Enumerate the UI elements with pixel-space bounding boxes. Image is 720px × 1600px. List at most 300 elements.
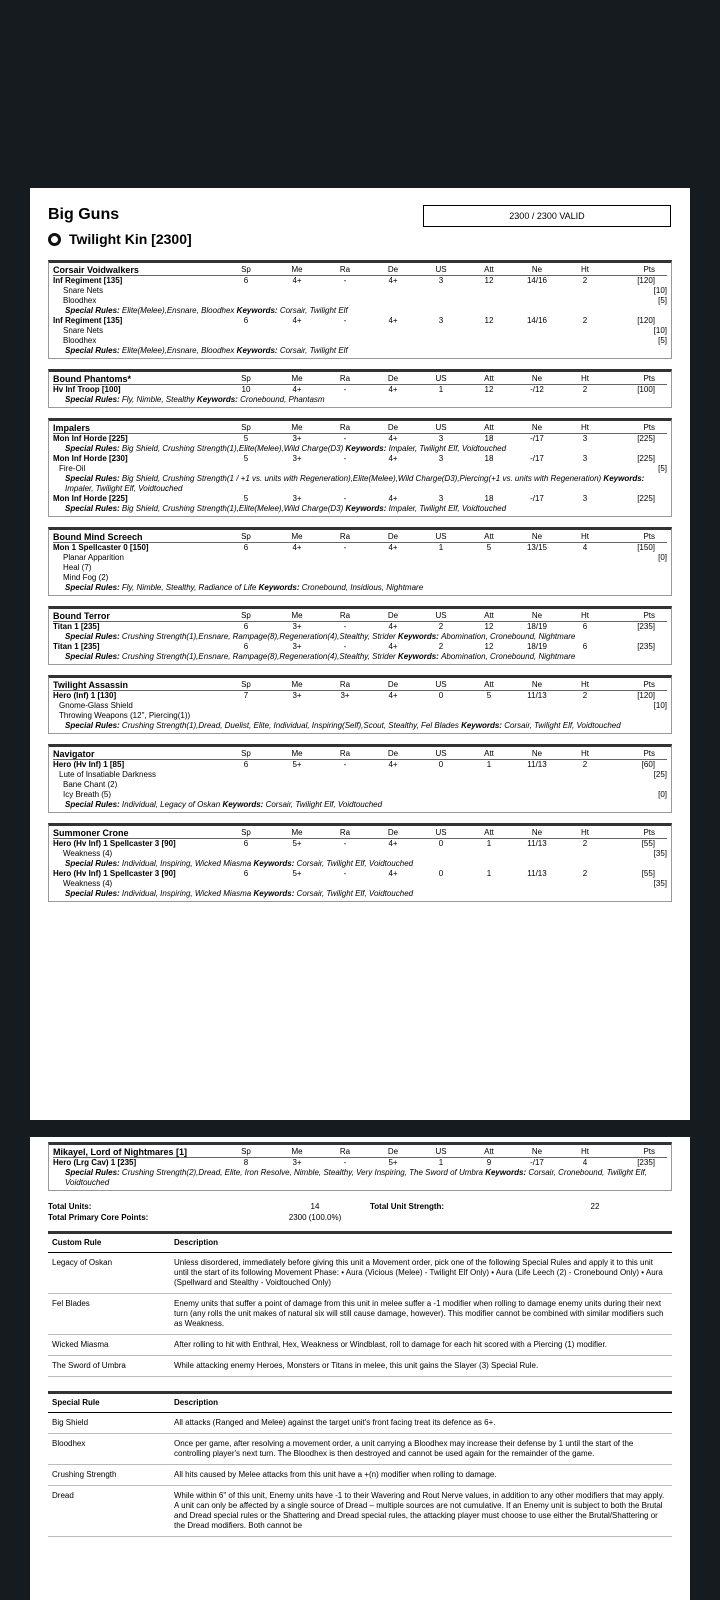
upgrade-row — [53, 464, 667, 474]
special-rules-line — [53, 859, 667, 869]
keywords-text: Corsair, Twilight Elf, Voidtouched — [296, 859, 414, 868]
rule-description: While within 6" of this unit, Enemy units have -1 to their Wavering and Rout Nerve values, in addition to any other modifiers that may apply. A unit can only be affected by a single source of Dread – multiple sources are not cumulative. If an Enemy unit is subject to both the Brutal and Dread special rules or the Shattering and Dread special rules, the attacking player must choose to use either the Brutal/Shattering or the Dread modifiers. Both cannot be — [174, 1491, 665, 1530]
unit-name: Corsair Voidwalkers — [53, 265, 139, 275]
keywords-text: Corsair, Cronebound, Twilight Elf, Voidtouched — [65, 1168, 647, 1187]
special-rules-line — [53, 583, 667, 593]
stat-cell: 5+ — [388, 1158, 398, 1167]
column-header: Att — [484, 680, 494, 689]
column-header: Ht — [581, 532, 589, 541]
column-header: US — [435, 680, 447, 689]
rule-row — [48, 1486, 672, 1537]
special-rules-label: Special Rules: — [65, 474, 120, 483]
special-rules-label: Special Rules: — [65, 632, 120, 641]
stat-cell: - — [343, 839, 347, 848]
unit-list — [30, 1142, 690, 1191]
unit-stat-row — [53, 622, 667, 632]
special-rules-line — [53, 632, 667, 642]
special-rules-label: Special Rules: — [65, 395, 120, 404]
stat-cell: 10 — [241, 385, 251, 394]
unit-type: Hero (Lrg Cav) 1 [235] — [53, 1158, 137, 1167]
keywords-text: Corsair, Twilight Elf, Voidtouched — [265, 800, 383, 809]
unit-block — [48, 369, 672, 408]
stat-cell: 14/16 — [526, 316, 548, 325]
upgrade-row — [53, 849, 667, 859]
special-rules-text: Crushing Strength(1),Ensnare, Rampage(8),Regeneration(4),Stealthy, Strider — [121, 652, 396, 661]
rule-name: Dread — [52, 1491, 74, 1500]
column-header: De — [387, 1147, 399, 1156]
unit-stat-row — [53, 276, 667, 286]
stat-cell: - — [343, 494, 347, 503]
stat-cell: 3+ — [292, 494, 302, 503]
special-rules-text: Individual, Legacy of Oskan — [121, 800, 221, 809]
column-header: Att — [484, 749, 494, 758]
totals-summary — [48, 1201, 672, 1223]
column-header: Me — [291, 1147, 303, 1156]
upgrade-name: Weakness (4) — [63, 879, 113, 888]
column-header: Pts — [643, 423, 655, 432]
rule-row — [48, 1356, 672, 1377]
unit-type: Titan 1 [235] — [53, 642, 100, 651]
stat-cell: 3+ — [292, 622, 302, 631]
points-value: [150] — [637, 543, 655, 552]
special-rules-text: Crushing Strength(2),Dread, Elite, Iron Resolve, Nimble, Stealthy, Very Inspiring, The Sword of Umbra — [121, 1168, 483, 1177]
stat-cell: 4 — [582, 1158, 588, 1167]
column-header: Ra — [339, 423, 351, 432]
points-value: [235] — [637, 622, 655, 631]
column-header: US — [435, 749, 447, 758]
upgrade-name: Weakness (4) — [63, 849, 113, 858]
stat-cell: 3+ — [292, 1158, 302, 1167]
unit-type: Inf Regiment [135] — [53, 276, 123, 285]
column-header: Att — [484, 265, 494, 274]
upgrade-name: Throwing Weapons (12", Piercing(1)) — [59, 711, 191, 720]
stat-cell: 4+ — [388, 434, 398, 443]
stat-cell: 4+ — [388, 839, 398, 848]
stat-cell: 6 — [243, 869, 249, 878]
points-value: [55] — [641, 869, 655, 878]
unit-header-row — [53, 532, 667, 543]
column-header: Me — [291, 680, 303, 689]
rule-row — [48, 1413, 672, 1434]
upgrade-points: [0] — [658, 790, 667, 799]
keywords-text: Cronebound, Insidious, Nightmare — [301, 583, 424, 592]
unit-name: Mikayel, Lord of Nightmares [1] — [53, 1147, 188, 1157]
column-header: Pts — [643, 680, 655, 689]
unit-block — [48, 675, 672, 734]
army-line — [48, 231, 192, 247]
stat-cell: 4+ — [292, 385, 302, 394]
stat-cell: 18/19 — [526, 622, 548, 631]
special-rules-label: Special Rules: — [65, 306, 120, 315]
points-value: [120] — [637, 691, 655, 700]
special-rules-text: Fly, Nimble, Stealthy, Radiance of Life — [121, 583, 257, 592]
stat-cell: -/12 — [530, 385, 544, 394]
unit-stat-row — [53, 642, 667, 652]
column-header: US — [435, 828, 447, 837]
stat-cell: - — [343, 642, 347, 651]
stat-cell: 4+ — [388, 316, 398, 325]
upgrade-row — [53, 296, 667, 306]
column-header: Ne — [531, 828, 543, 837]
stat-cell: 6 — [243, 839, 249, 848]
upgrade-row — [53, 336, 667, 346]
stat-cell: - — [343, 434, 347, 443]
stat-cell: 12 — [484, 385, 494, 394]
column-header: Ne — [531, 532, 543, 541]
column-header: Me — [291, 611, 303, 620]
stat-cell: 3+ — [292, 691, 302, 700]
unit-name: Impalers — [53, 423, 91, 433]
special-rules-text: Fly, Nimble, Stealthy — [121, 395, 195, 404]
special-rules-label: Special Rules: — [65, 504, 120, 513]
column-header: Sp — [241, 749, 251, 758]
stat-cell: - — [343, 1158, 347, 1167]
stat-cell: 5 — [243, 494, 249, 503]
column-header: Sp — [241, 374, 251, 383]
rule-name: Bloodhex — [52, 1439, 86, 1448]
stat-cell: 9 — [486, 1158, 492, 1167]
stat-cell: 18 — [484, 434, 494, 443]
keywords-label: Keywords: — [253, 859, 295, 868]
column-header: Att — [484, 611, 494, 620]
special-rules-label: Special Rules: — [65, 444, 120, 453]
stat-cell: - — [343, 760, 347, 769]
column-header: Sp — [241, 828, 251, 837]
stat-cell: 2 — [582, 691, 588, 700]
column-header: Me — [291, 265, 303, 274]
special-rules-line — [53, 721, 667, 731]
stat-cell: 2 — [582, 839, 588, 848]
column-header: De — [387, 423, 399, 432]
rule-name: Big Shield — [52, 1418, 89, 1427]
column-header: De — [387, 374, 399, 383]
rule-description: Unless disordered, immediately before giving this unit a Movement order, pick one of the following Special Rules and apply it to this unit until the start of its following Movement Phase: • Aura (Vicious (Melee) - Twilight Elf Only) • Aura (Life Leech (2) - Cronebound Only) • Aura (Spellward and Stealthy - Voidtouched Only) — [174, 1258, 663, 1287]
stat-cell: 4+ — [292, 316, 302, 325]
upgrade-row — [53, 879, 667, 889]
upgrade-row — [53, 790, 667, 800]
stat-cell: 6 — [243, 316, 249, 325]
stat-cell: 4+ — [292, 543, 302, 552]
stat-cell: 0 — [438, 869, 444, 878]
faction-icon — [48, 233, 61, 246]
stat-cell: 4+ — [388, 494, 398, 503]
stat-cell: 5 — [243, 454, 249, 463]
stat-cell: 11/13 — [527, 839, 547, 848]
validity-box: 2300 / 2300 VALID — [423, 205, 671, 227]
upgrade-row — [53, 711, 667, 721]
stat-cell: 12 — [484, 642, 494, 651]
unit-stat-row — [53, 1158, 667, 1168]
special-rules-label: Special Rules: — [65, 1168, 120, 1177]
stat-cell: 12 — [484, 276, 494, 285]
upgrade-row — [53, 573, 667, 583]
keywords-label: Keywords: — [461, 721, 502, 730]
column-header: Ra — [339, 374, 351, 383]
rule-description: All attacks (Ranged and Melee) against the target unit's front facing treat its defence as 6+. — [174, 1418, 496, 1427]
column-header: Pts — [643, 1147, 655, 1156]
rule-row — [48, 1294, 672, 1335]
keywords-label: Keywords: — [196, 395, 238, 404]
unit-type: Mon Inf Horde [225] — [53, 434, 128, 443]
column-header: Me — [291, 423, 303, 432]
stat-cell: 3 — [438, 434, 444, 443]
special-rules-label: Special Rules: — [65, 346, 120, 355]
stat-cell: 1 — [486, 839, 492, 848]
unit-block — [48, 1142, 672, 1191]
stat-cell: 3 — [438, 316, 444, 325]
unit-name: Summoner Crone — [53, 828, 129, 838]
column-header: De — [387, 828, 399, 837]
column-header: Me — [291, 828, 303, 837]
rule-row — [48, 1465, 672, 1486]
special-rules-line — [53, 306, 667, 316]
stat-cell: 3+ — [292, 434, 302, 443]
unit-stat-row — [53, 434, 667, 444]
unit-type: Mon 1 Spellcaster 0 [150] — [53, 543, 149, 552]
upgrade-name: Planar Apparition — [63, 553, 124, 562]
upgrade-name: Heal (7) — [63, 563, 92, 572]
column-header: Ne — [531, 749, 543, 758]
upgrade-row — [53, 780, 667, 790]
column-header: US — [435, 611, 447, 620]
special-rules-text: Big Shield, Crushing Strength(1),Elite(Melee),Wild Charge(D3) — [121, 444, 344, 453]
stat-cell: 4+ — [292, 276, 302, 285]
unit-header-row — [53, 423, 667, 434]
unit-header-row — [53, 828, 667, 839]
rule-description: After rolling to hit with Enthral, Hex, Weakness or Windblast, roll to damage for each hit scored with a Piercing (1) modifier. — [174, 1340, 607, 1349]
stat-cell: - — [343, 316, 347, 325]
unit-type: Mon Inf Horde [225] — [53, 494, 128, 503]
stat-cell: 8 — [243, 1158, 249, 1167]
special-rules-text: Big Shield, Crushing Strength(1 / +1 vs. units with Regeneration),Elite(Melee),Wild Charge(D3),Piercing(+1 vs. units with Regeneration) — [121, 474, 602, 483]
unit-header-row — [53, 1147, 667, 1158]
total-us-label: Total Unit Strength: — [370, 1202, 445, 1211]
stat-cell: 2 — [438, 622, 444, 631]
column-header: Ht — [581, 749, 589, 758]
stat-cell: 3+ — [340, 691, 350, 700]
column-header: Pts — [643, 374, 655, 383]
rule-name: Fel Blades — [52, 1299, 90, 1308]
stat-cell: 6 — [243, 760, 249, 769]
upgrade-row — [53, 701, 667, 711]
stat-cell: 12 — [484, 316, 494, 325]
column-header: Sp — [241, 532, 251, 541]
special-rules-text: Individual, Inspiring, Wicked Miasma — [121, 889, 252, 898]
special-rules-line — [53, 1168, 667, 1188]
column-header: Ra — [339, 680, 351, 689]
column-header: Pts — [643, 749, 655, 758]
upgrade-row — [53, 563, 667, 573]
stat-cell: 6 — [582, 642, 588, 651]
column-header: Att — [484, 1147, 494, 1156]
keywords-label: Keywords: — [603, 474, 645, 483]
upgrade-name: Mind Fog (2) — [63, 573, 109, 582]
upgrade-row — [53, 770, 667, 780]
special-rules-text: Elite(Melee),Ensnare, Bloodhex — [121, 346, 235, 355]
roster-page-2 — [30, 1137, 690, 1600]
stat-cell: -/17 — [530, 454, 544, 463]
upgrade-points: [5] — [658, 464, 667, 473]
keywords-text: Cronebound, Phantasm — [240, 395, 325, 404]
stat-cell: 6 — [243, 642, 249, 651]
points-value: [225] — [637, 494, 655, 503]
rule-name: The Sword of Umbra — [52, 1361, 126, 1370]
upgrade-points: [0] — [658, 553, 667, 562]
stat-cell: - — [343, 543, 347, 552]
unit-block — [48, 606, 672, 665]
stat-cell: 13/15 — [526, 543, 548, 552]
unit-type: Hero (Hv Inf) 1 Spellcaster 3 [90] — [53, 869, 176, 878]
column-header: Ne — [531, 374, 543, 383]
column-header: Ra — [339, 749, 351, 758]
stat-cell: 3 — [582, 454, 588, 463]
points-value: [235] — [637, 642, 655, 651]
unit-stat-row — [53, 385, 667, 395]
unit-type: Inf Regiment [135] — [53, 316, 123, 325]
stat-cell: 12 — [484, 622, 494, 631]
unit-name: Navigator — [53, 749, 95, 759]
unit-stat-row — [53, 839, 667, 849]
unit-type: Hero (Inf) 1 [130] — [53, 691, 117, 700]
stat-cell: 11/13 — [527, 691, 547, 700]
unit-stat-row — [53, 316, 667, 326]
points-value: [120] — [637, 276, 655, 285]
stat-cell: 1 — [486, 869, 492, 878]
rule-description: While attacking enemy Heroes, Monsters or Titans in melee, this unit gains the Slayer (3) Special Rule. — [174, 1361, 539, 1370]
column-header: Ht — [581, 265, 589, 274]
stat-cell: 6 — [243, 276, 249, 285]
unit-stat-row — [53, 691, 667, 701]
keywords-label: Keywords: — [345, 444, 387, 453]
column-header: Sp — [241, 1147, 251, 1156]
unit-type: Hero (Hv Inf) 1 Spellcaster 3 [90] — [53, 839, 176, 848]
upgrade-points: [35] — [653, 879, 667, 888]
unit-stat-row — [53, 494, 667, 504]
column-header: Ht — [581, 611, 589, 620]
upgrade-points: [5] — [658, 296, 667, 305]
stat-cell: 2 — [582, 276, 588, 285]
column-header: Pts — [643, 265, 655, 274]
stat-cell: 3 — [582, 494, 588, 503]
special-rules-line — [53, 652, 667, 662]
column-header: Ne — [531, 611, 543, 620]
unit-header-row — [53, 749, 667, 760]
stat-cell: 3 — [438, 454, 444, 463]
custom-rules-header: Custom Rule Description — [48, 1231, 672, 1253]
keywords-label: Keywords: — [397, 652, 439, 661]
stat-cell: - — [343, 454, 347, 463]
rule-row — [48, 1335, 672, 1356]
stat-cell: 4+ — [388, 622, 398, 631]
stat-cell: 18 — [484, 494, 494, 503]
unit-block — [48, 418, 672, 517]
special-rules-text: Individual, Inspiring, Wicked Miasma — [121, 859, 252, 868]
upgrade-row — [53, 326, 667, 336]
column-header: Ht — [581, 680, 589, 689]
upgrade-name: Snare Nets — [63, 326, 104, 335]
special-rules-line — [53, 444, 667, 454]
upgrade-name: Icy Breath (5) — [63, 790, 112, 799]
stat-cell: 6 — [243, 622, 249, 631]
unit-stat-row — [53, 760, 667, 770]
stat-cell: 5+ — [292, 760, 302, 769]
column-header: De — [387, 680, 399, 689]
unit-name: Bound Mind Screech — [53, 532, 143, 542]
column-header: De — [387, 265, 399, 274]
points-value: [60] — [641, 760, 655, 769]
upgrade-name: Bloodhex — [63, 336, 97, 345]
special-rules-label: Special Rules: — [65, 721, 120, 730]
column-header: Pts — [643, 532, 655, 541]
keywords-text: Corsair, Twilight Elf — [279, 306, 348, 315]
special-rules-label: Special Rules: — [65, 583, 120, 592]
stat-cell: 5 — [486, 543, 492, 552]
keywords-text: Abomination, Cronebound, Nightmare — [441, 632, 576, 641]
keywords-label: Keywords: — [236, 346, 278, 355]
keywords-label: Keywords: — [253, 889, 295, 898]
total-units-value: 14 — [310, 1202, 320, 1211]
stat-cell: 4 — [582, 543, 588, 552]
rule-name: Legacy of Oskan — [52, 1258, 113, 1267]
column-header: De — [387, 749, 399, 758]
stat-cell: -/17 — [530, 1158, 544, 1167]
column-header: Ht — [581, 1147, 589, 1156]
keywords-text: Corsair, Twilight Elf, Voidtouched — [504, 721, 621, 730]
rule-description: Enemy units that suffer a point of damage from this unit in melee suffer a -1 modifier when rolling to damage enemy units during their next turn (any rolls the unit makes of natural six will still cause damage, however). This modifier cannot be combined with similar modifiers such as Weakness. — [174, 1299, 664, 1328]
column-header: Ne — [531, 265, 543, 274]
column-header: Ht — [581, 374, 589, 383]
unit-header-row — [53, 374, 667, 385]
stat-cell: 5 — [486, 691, 492, 700]
upgrade-points: [10] — [653, 701, 667, 710]
stat-cell: 2 — [438, 642, 444, 651]
rule-description: Once per game, after resolving a movement order, a unit carrying a Bloodhex may increase their defense by 1 until the start of the controlling player's next turn. The Bloodhex is then destroyed and cannot be used again for the remainder of the game. — [174, 1439, 634, 1458]
column-header: Pts — [643, 828, 655, 837]
unit-stat-row — [53, 454, 667, 464]
points-value: [100] — [637, 385, 655, 394]
unit-type: Titan 1 [235] — [53, 622, 100, 631]
unit-stat-row — [53, 869, 667, 879]
column-header: Sp — [241, 611, 251, 620]
column-header: Ne — [531, 1147, 543, 1156]
stat-cell: 5 — [243, 434, 249, 443]
stat-cell: -/17 — [530, 494, 544, 503]
core-points-value: 2300 (100.0%) — [288, 1213, 342, 1222]
keywords-text: Impaler, Twilight Elf, Voidtouched — [388, 504, 507, 513]
unit-header-row — [53, 680, 667, 691]
keywords-text: Impaler, Twilight Elf, Voidtouched — [388, 444, 507, 453]
column-header: Ne — [531, 423, 543, 432]
upgrade-points: [5] — [658, 336, 667, 345]
stat-cell: 5+ — [292, 839, 302, 848]
column-header: Me — [291, 374, 303, 383]
column-header: Att — [484, 828, 494, 837]
column-header: Ht — [581, 828, 589, 837]
upgrade-points: [25] — [653, 770, 667, 779]
unit-block — [48, 527, 672, 596]
column-header: US — [435, 532, 447, 541]
upgrade-name: Snare Nets — [63, 286, 104, 295]
special-rules-text: Elite(Melee),Ensnare, Bloodhex — [121, 306, 235, 315]
column-header: Sp — [241, 680, 251, 689]
stat-cell: 11/13 — [527, 869, 547, 878]
special-rules-table — [48, 1391, 672, 1537]
stat-cell: 4+ — [388, 691, 398, 700]
keywords-text: Corsair, Twilight Elf, Voidtouched — [296, 889, 414, 898]
special-rules-text: Big Shield, Crushing Strength(1),Elite(Melee),Wild Charge(D3) — [121, 504, 344, 513]
column-header: De — [387, 532, 399, 541]
stat-cell: 6 — [582, 622, 588, 631]
